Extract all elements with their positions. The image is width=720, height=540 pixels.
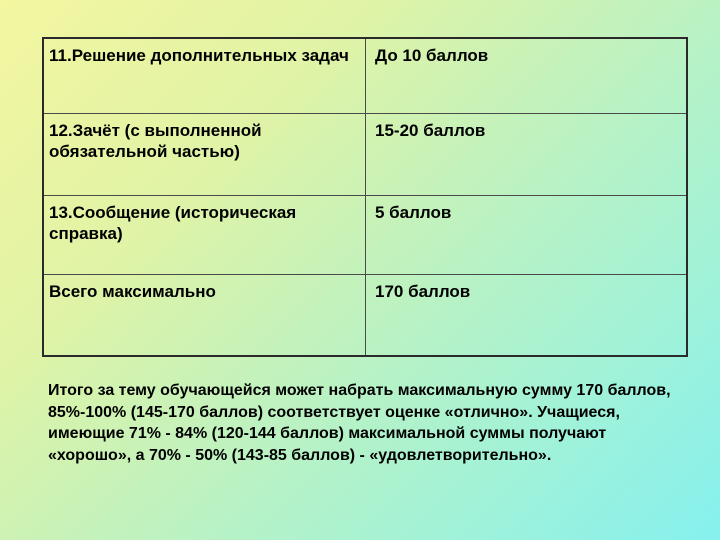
score-table: [42, 37, 688, 357]
summary-paragraph: Итого за тему обучающейся может набрать максимальную сумму 170 баллов, 85%-100% (145-170 баллов) соответствует оценке «отлично». Учащиеся, имеющие 71% - 84% (120-144 баллов) максимальной суммы получают «хорошо», а 70% - 50% (143-85 баллов) - «удовлетворительно».: [48, 382, 671, 464]
criterion-cell: 12.Зачёт (с выполненной обязательной частью): [43, 113, 366, 196]
criterion-cell: Всего максимально: [43, 274, 366, 356]
points-cell: До 10 баллов: [366, 38, 688, 113]
table-row: [43, 38, 687, 113]
table-row: [43, 196, 687, 274]
criterion-cell: 13.Сообщение (историческая справка): [43, 196, 366, 274]
points-cell: 15-20 баллов: [366, 113, 688, 196]
criterion-cell: 11.Решение дополнительных задач: [43, 38, 366, 113]
points-cell: 5 баллов: [366, 196, 688, 274]
table-row: [43, 274, 687, 356]
table-row: [43, 113, 687, 196]
points-cell: 170 баллов: [366, 274, 688, 356]
